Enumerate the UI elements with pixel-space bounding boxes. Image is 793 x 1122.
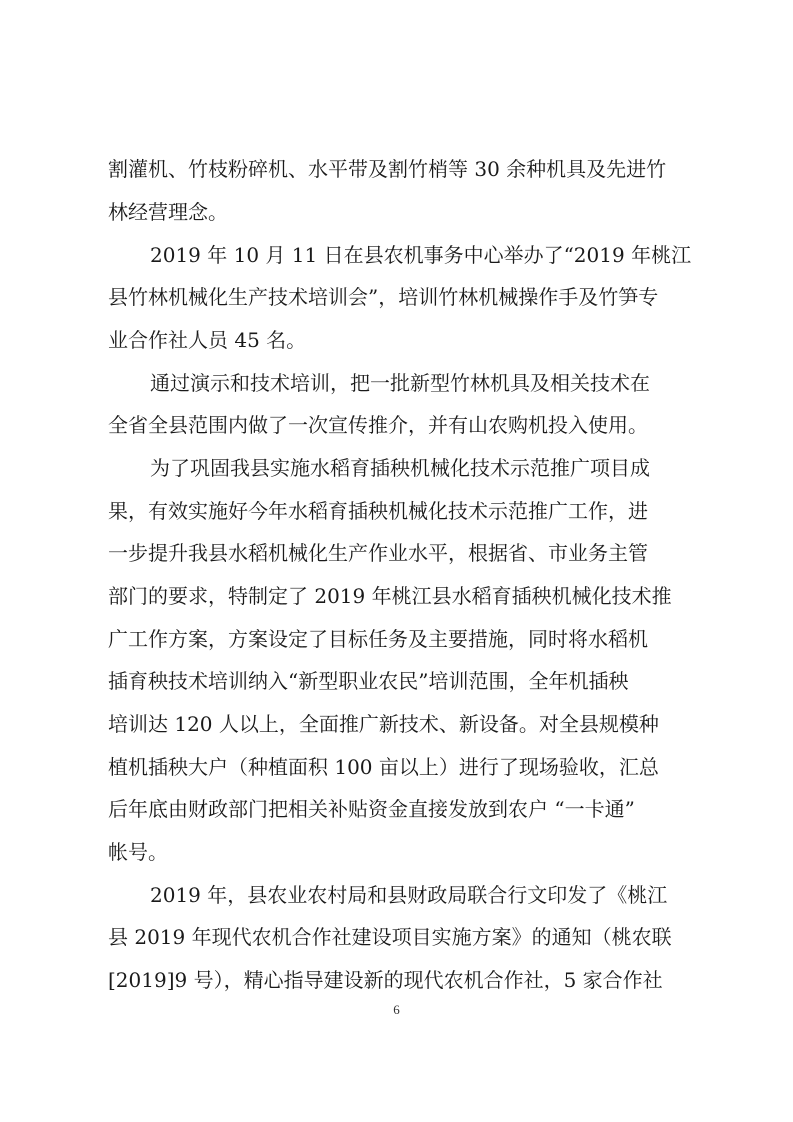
text-line: 县竹林机械化生产技术培训会”，培训竹林机械操作手及竹笋专 bbox=[108, 285, 659, 309]
text-line: 林经营理念。 bbox=[108, 200, 228, 224]
text-line: 广工作方案，方案设定了目标任务及主要措施，同时将水稻机 bbox=[108, 627, 648, 651]
text-line: 培训达 120 人以上，全面推广新技术、新设备。对全县规模种 bbox=[108, 712, 659, 736]
text-line: 植机插秧大户（种植面积 100 亩以上）进行了现场验收，汇总 bbox=[108, 755, 659, 779]
text-line: 割灌机、竹枝粉碎机、水平带及割竹梢等 30 余种机具及先进竹 bbox=[108, 157, 667, 181]
text-line: 后年底由财政部门把相关补贴资金直接发放到农户 “一卡通” bbox=[108, 797, 635, 821]
text-line: [2019]9 号），精心指导建设新的现代农机合作社，5 家合作社 bbox=[108, 968, 663, 992]
text-line: 部门的要求，特制定了 2019 年桃江县水稻育插秧机械化技术推 bbox=[108, 584, 672, 608]
text-line: 帐号。 bbox=[108, 840, 168, 864]
text-line: 一步提升我县水稻机械化生产作业水平，根据省、市业务主管 bbox=[108, 541, 648, 565]
text-line: 业合作社人员 45 名。 bbox=[108, 328, 307, 352]
text-line: 2019 年 10 月 11 日在县农机事务中心举办了“2019 年桃江 bbox=[150, 243, 692, 267]
text-line: 全省全县范围内做了一次宣传推介，并有山农购机投入使用。 bbox=[108, 413, 648, 437]
text-line: 县 2019 年现代农机合作社建设项目实施方案》的通知（桃农联 bbox=[108, 925, 672, 949]
text-line: 通过演示和技术培训，把一批新型竹林机具及相关技术在 bbox=[150, 371, 650, 395]
text-line: 2019 年，县农业农村局和县财政局联合行文印发了《桃江 bbox=[150, 883, 668, 907]
page-number: 6 bbox=[393, 1002, 400, 1017]
text-line: 果，有效实施好今年水稻育插秧机械化技术示范推广工作，进 bbox=[108, 499, 648, 523]
text-line: 为了巩固我县实施水稻育插秧机械化技术示范推广项目成 bbox=[150, 456, 650, 480]
text-line: 插育秧技术培训纳入“新型职业农民”培训范围，全年机插秧 bbox=[108, 669, 629, 693]
